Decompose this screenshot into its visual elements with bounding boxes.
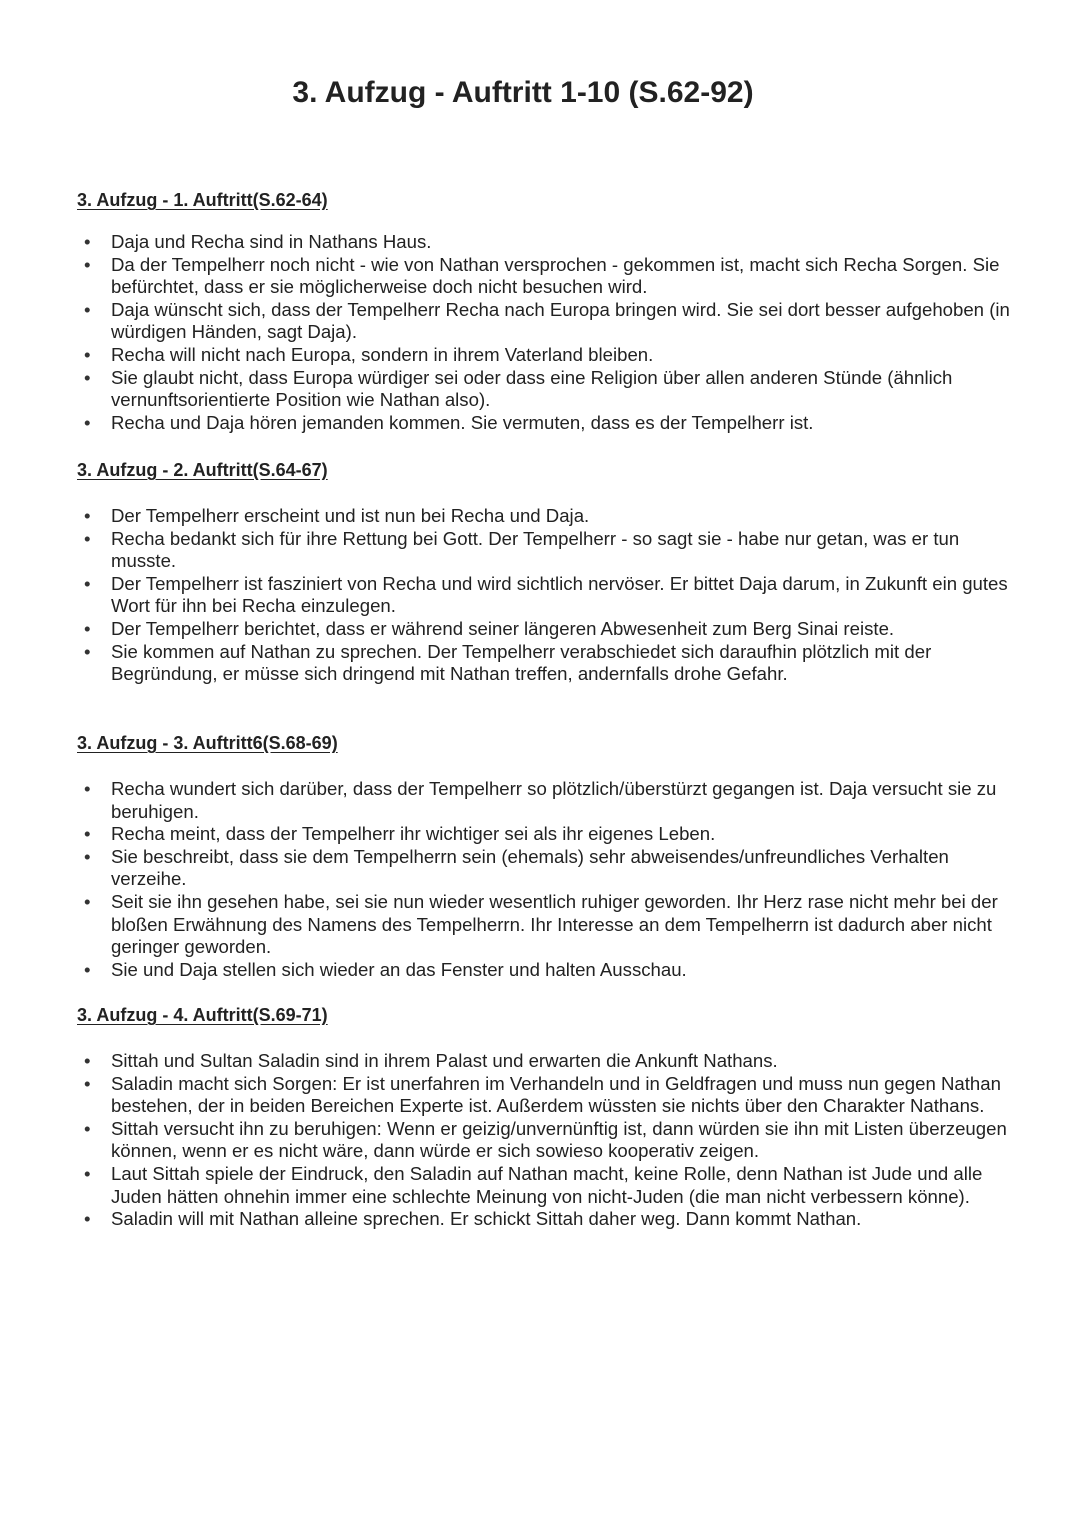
list-item: • Sittah und Sultan Saladin sind in ihrem Palast und erwarten die Ankunft Nathans. — [84, 1050, 1014, 1073]
list-item: • Daja wünscht sich, dass der Tempelherr Recha nach Europa bringen wird. Sie sei dort besser aufgehoben (in würdigen Händen, sagt Daja). — [84, 299, 1014, 344]
section-heading: 3. Aufzug - 2. Auftritt(S.64-67) — [75, 458, 334, 483]
list-item: • Daja und Recha sind in Nathans Haus. — [84, 231, 1014, 254]
list-item: • Sie und Daja stellen sich wieder an das Fenster und halten Ausschau. — [84, 959, 1014, 982]
section-heading: 3. Aufzug - 1. Auftritt(S.62-64) — [75, 188, 334, 213]
list-item: • Saladin will mit Nathan alleine sprechen. Er schickt Sittah daher weg. Dann kommt Nathan. — [84, 1208, 1014, 1231]
bullet-list — [84, 778, 1014, 981]
list-item: • Recha meint, dass der Tempelherr ihr wichtiger sei als ihr eigenes Leben. — [84, 823, 1014, 846]
list-item: • Sie beschreibt, dass sie dem Tempelherrn sein (ehemals) sehr abweisendes/unfreundliches Verhalten verzeihe. — [84, 846, 1014, 891]
list-item: • Sie kommen auf Nathan zu sprechen. Der Tempelherr verabschiedet sich daraufhin plötzlich mit der Begründung, er müsse sich dringend mit Nathan treffen, andernfalls drohe Gefahr. — [84, 641, 1014, 686]
list-item: • Da der Tempelherr noch nicht - wie von Nathan versprochen - gekommen ist, macht sich Recha Sorgen. Sie befürchtet, dass er sie möglicherweise doch nicht besuchen wird. — [84, 254, 1014, 299]
page-title-wrapper — [0, 70, 1080, 116]
bullet-list — [84, 1050, 1014, 1231]
bullet-list — [84, 231, 1014, 434]
list-item: • Recha wundert sich darüber, dass der Tempelherr so plötzlich/überstürzt gegangen ist. Daja versucht sie zu beruhigen. — [84, 778, 1014, 823]
list-item: • Laut Sittah spiele der Eindruck, den Saladin auf Nathan macht, keine Rolle, denn Nathan ist Jude und alle Juden hätten ohnehin immer eine schlechte Meinung von nicht-Juden (die man nicht verbessern könne). — [84, 1163, 1014, 1208]
list-item: • Seit sie ihn gesehen habe, sei sie nun wieder wesentlich ruhiger geworden. Ihr Herz rase nicht mehr bei der bloßen Erwähnung des Namens des Tempelherrn. Ihr Interesse an dem Tempelherrn ist dadurch aber nicht geringer geworden. — [84, 891, 1014, 959]
list-item: • Der Tempelherr berichtet, dass er während seiner längeren Abwesenheit zum Berg Sinai reiste. — [84, 618, 1014, 641]
list-item: • Der Tempelherr ist fasziniert von Recha und wird sichtlich nervöser. Er bittet Daja darum, in Zukunft ein gutes Wort für ihn bei Recha einzulegen. — [84, 573, 1014, 618]
list-item: • Saladin macht sich Sorgen: Er ist unerfahren im Verhandeln und in Geldfragen und muss nun gegen Nathan bestehen, der in beiden Bereichen Experte ist. Außerdem wüssten sie nichts über den Charakter Nathans. — [84, 1073, 1014, 1118]
list-item: • Recha und Daja hören jemanden kommen. Sie vermuten, dass es der Tempelherr ist. — [84, 412, 1014, 435]
section-heading: 3. Aufzug - 4. Auftritt(S.69-71) — [75, 1003, 334, 1028]
list-item: • Sittah versucht ihn zu beruhigen: Wenn er geizig/unvernünftig ist, dann würden sie ihn mit Listen überzeugen können, wenn er es nicht wäre, dann würde er sich sowieso kooperativ zeigen. — [84, 1118, 1014, 1163]
list-item: • Recha will nicht nach Europa, sondern in ihrem Vaterland bleiben. — [84, 344, 1014, 367]
list-item: • Der Tempelherr erscheint und ist nun bei Recha und Daja. — [84, 505, 1014, 528]
list-item: • Recha bedankt sich für ihre Rettung bei Gott. Der Tempelherr - so sagt sie - habe nur getan, was er tun musste. — [84, 528, 1014, 573]
page-title: 3. Aufzug - Auftritt 1-10 (S.62-92) — [282, 70, 767, 116]
list-item: • Sie glaubt nicht, dass Europa würdiger sei oder dass eine Religion über allen anderen Stünde (ähnlich vernunftsorientierte Position wie Nathan also). — [84, 367, 1014, 412]
bullet-list — [84, 505, 1014, 686]
section-heading: 3. Aufzug - 3. Auftritt6(S.68-69) — [75, 731, 344, 756]
